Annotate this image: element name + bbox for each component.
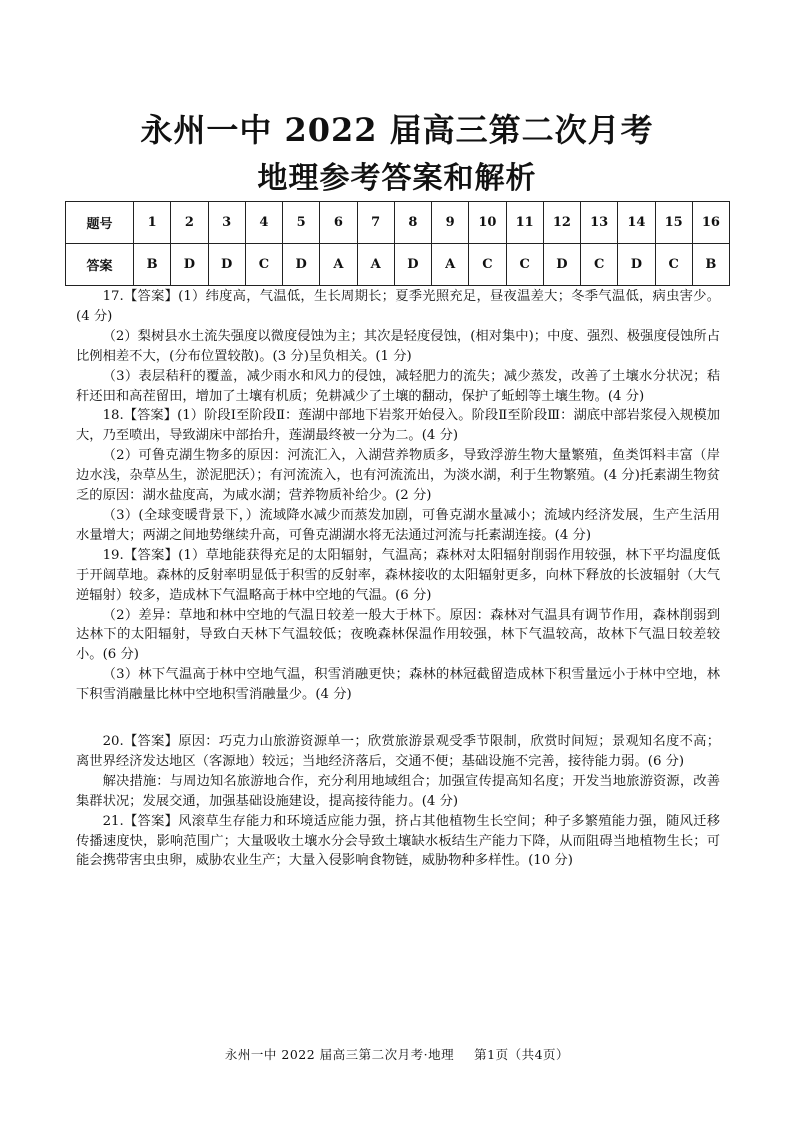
question-number-cell: 5	[283, 202, 320, 244]
question-number-cell: 16	[692, 202, 729, 244]
footer-exam-name: 永州一中 2022 届高三第二次月考·地理	[224, 1047, 455, 1062]
answer-cell: C	[469, 244, 506, 286]
question-number-cell: 9	[432, 202, 469, 244]
question-number-cell: 6	[320, 202, 357, 244]
document-subtitle: 地理参考答案和解析	[257, 161, 537, 196]
answer-paragraph: （3）林下气温高于林中空地气温，积雪消融更快；森林的林冠截留造成林下积雪量远小于林中空地，林下积雪消融量比林中空地积雪消融量少。(4 分)	[76, 667, 720, 703]
answer-cell: A	[432, 244, 469, 286]
question-number-cell: 1	[134, 202, 171, 244]
answer-cell: C	[655, 244, 692, 286]
question-number-row	[66, 202, 730, 244]
answer-cell: C	[506, 244, 543, 286]
answer-cell: C	[581, 244, 618, 286]
question-number-cell: 7	[357, 202, 394, 244]
question-number-cell: 4	[245, 202, 282, 244]
question-number-cell: 3	[208, 202, 245, 244]
answer-paragraph: （2）梨树县水土流失强度以微度侵蚀为主；其次是轻度侵蚀，(相对集中)；中度、强烈、极强度侵蚀所占比例相差不大，(分布位置较散)。(3 分)呈负相关。(1 分)	[76, 328, 720, 364]
question-number-cell: 10	[469, 202, 506, 244]
question-number-cell: 8	[394, 202, 431, 244]
answer-paragraph: （3）表层秸秆的覆盖，减少雨水和风力的侵蚀，减轻肥力的流失；减少蒸发，改善了土壤水分状况；秸秆还田和高茬留田，增加了土壤有机质；免耕减少了土壤的翻动，保护了蚯蚓等土壤生物。(4 分)	[76, 368, 720, 404]
answer-paragraph: 17.【答案】(1）纬度高，气温低，生长周期长；夏季光照充足，昼夜温差大；冬季气温低，病虫害少。(4 分)	[76, 289, 720, 324]
answer-paragraph: 19.【答案】(1）草地能获得充足的太阳辐射，气温高；森林对太阳辐射削弱作用较强，林下平均温度低于开阔草地。森林的反射率明显低于积雪的反射率，森林接收的太阳辐射更多，向林下释放的长波辐射（大气逆辐射）较多，造成林下气温略高于林中空地的气温。(6 分)	[76, 547, 720, 603]
answer-cell: A	[320, 244, 357, 286]
question-number-cell: 13	[581, 202, 618, 244]
answer-cell: B	[134, 244, 171, 286]
answer-cell: B	[692, 244, 729, 286]
answer-header: 答案	[66, 244, 134, 286]
question-number-cell: 15	[655, 202, 692, 244]
answer-paragraph: （3）(全球变暖背景下，）流域降水减少而蒸发加剧，可鲁克湖水量减小；流域内经济发展，生产生活用水量增大；两湖之间地势继续升高，可鲁克湖湖水将无法通过河流与托素湖连接。(4 分)	[76, 507, 720, 543]
answer-cell: D	[208, 244, 245, 286]
answer-paragraph: 解决措施：与周边知名旅游地合作，充分利用地域组合；加强宣传提高知名度；开发当地旅游资源，改善集群状况；发展交通，加强基础设施建设，提高接待能力。(4 分)	[76, 773, 720, 809]
answer-cell: D	[618, 244, 655, 286]
answer-cell: C	[245, 244, 282, 286]
answer-paragraph: 21.【答案】风滚草生存能力和环境适应能力强，挤占其他植物生长空间；种子多繁殖能力强，随风迁移传播速度快，影响范围广；大量吸收土壤水分会导致土壤缺水板结生产能力下降，从而阻碍当地植物生长；可能会携带害虫虫卵，威胁农业生产；大量入侵影响食物链，威胁物种多样性。(10 分)	[76, 813, 720, 869]
answer-cell: A	[357, 244, 394, 286]
question-number-cell: 2	[171, 202, 208, 244]
answer-row	[66, 244, 730, 286]
answer-paragraph: 20.【答案】原因：巧克力山旅游资源单一；欣赏旅游景观受季节限制，欣赏时间短；景观知名度不高；离世界经济发达地区（客源地）较远；当地经济落后，交通不便；基础设施不完善，接待能力弱。(6 分)	[76, 734, 720, 769]
page-footer	[0, 1045, 794, 1063]
answer-cell: D	[543, 244, 580, 286]
answer-cell: D	[394, 244, 431, 286]
document-title: 永州一中 2022 届高三第二次月考	[140, 111, 654, 149]
footer-page-number: 第1页（共4页）	[474, 1047, 570, 1062]
answer-explanations	[76, 287, 720, 871]
question-number-cell: 12	[543, 202, 580, 244]
answer-cell: D	[171, 244, 208, 286]
answer-paragraph: （2）差异：草地和林中空地的气温日较差一般大于林下。原因：森林对气温具有调节作用，森林削弱到达林下的太阳辐射，导致白天林下气温较低；夜晚森林保温作用较强，林下气温较高，故林下气温日较差较小。(6 分)	[76, 607, 720, 663]
answer-paragraph: 18.【答案】(1）阶段Ⅰ至阶段Ⅱ：莲湖中部地下岩浆开始侵入。阶段Ⅱ至阶段Ⅲ：湖底中部岩浆侵入规模加大，乃至喷出，导致湖床中部抬升，莲湖最终被一分为二。(4 分)	[76, 408, 720, 444]
question-number-cell: 11	[506, 202, 543, 244]
answer-paragraph: （2）可鲁克湖生物多的原因：河流汇入，入湖营养物质多，导致浮游生物大量繁殖，鱼类饵料丰富（岸边水浅，杂草丛生，淤泥肥沃）；有河流流入，也有河流流出，为淡水湖，利于生物繁殖。(4 分)托素湖生物贫乏的原因：湖水盐度高，为咸水湖；营养物质补给少。(2 分)	[76, 448, 720, 504]
answer-table	[65, 201, 730, 286]
question-number-cell: 14	[618, 202, 655, 244]
answer-cell: D	[283, 244, 320, 286]
question-number-header: 题号	[66, 202, 134, 244]
